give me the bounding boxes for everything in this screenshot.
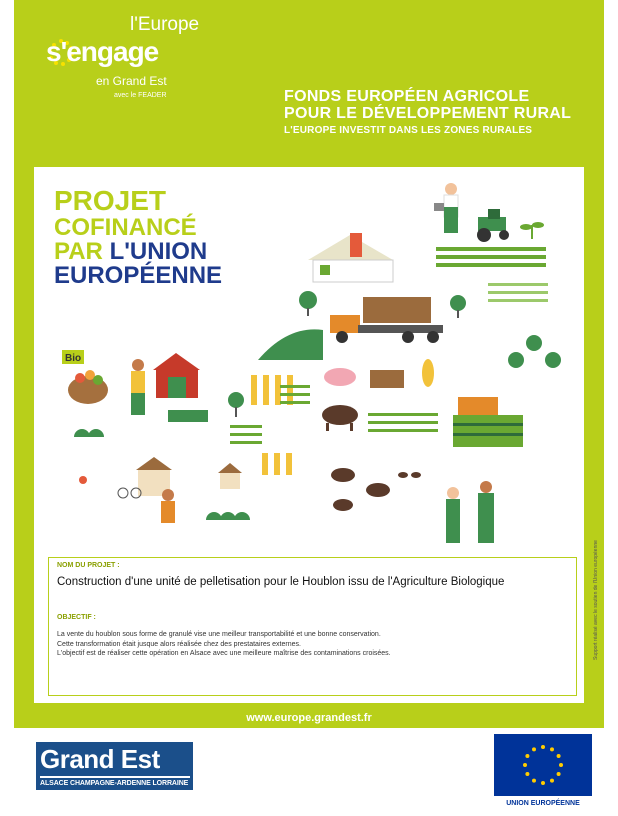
logo-europe-text: l'Europe bbox=[130, 14, 200, 35]
crate-icon bbox=[370, 370, 404, 388]
farmer-top-icon bbox=[434, 183, 458, 233]
village-houses-icon bbox=[136, 457, 242, 496]
farmers-pair-icon bbox=[446, 481, 494, 543]
objective-text bbox=[57, 630, 557, 659]
harvester-icon bbox=[453, 397, 523, 447]
corn-icon bbox=[422, 359, 434, 387]
heading-line-2: POUR LE DÉVELOPPEMENT RURAL bbox=[284, 105, 572, 122]
tractor-icon bbox=[477, 209, 509, 242]
bio-basket-icon bbox=[62, 350, 108, 404]
objective-label: OBJECTIF : bbox=[57, 614, 96, 621]
grand-est-divider bbox=[40, 776, 190, 778]
grand-est-name: Grand Est bbox=[40, 744, 160, 774]
projet-line-1: PROJET bbox=[54, 185, 167, 216]
crop-stripes-icon bbox=[436, 247, 546, 267]
grand-est-regions: ALSACE CHAMPAGNE-ARDENNE LORRAINE bbox=[40, 780, 189, 787]
support-side-note: Support réalisé avec le soutien de l'Union européenne bbox=[593, 540, 599, 660]
barn-icon bbox=[153, 353, 200, 398]
objective-line-2: Cette transformation était jusque alors réalisée chez des prestataires externes. bbox=[57, 640, 301, 648]
fund-heading bbox=[284, 88, 571, 136]
bio-label: Bio bbox=[65, 353, 82, 364]
farmer-woman-icon bbox=[131, 359, 145, 415]
projet-line-3 bbox=[54, 240, 222, 264]
project-name-label: NOM DU PROJET : bbox=[57, 562, 120, 569]
bike-icon bbox=[118, 488, 128, 498]
cofinanced-title bbox=[54, 186, 222, 288]
vegetables-icon bbox=[168, 410, 208, 422]
cow-icon bbox=[322, 405, 358, 431]
projet-line-4: EUROPÉENNE bbox=[54, 262, 223, 289]
projet-line-3a: PAR bbox=[54, 238, 110, 265]
project-name-value: Construction d'une unité de pelletisation pour le Houblon issu de l'Agriculture Biologique bbox=[57, 576, 505, 588]
farmhouse-icon bbox=[308, 233, 393, 282]
heading-subtitle: L'EUROPE INVESTIT DANS LES ZONES RURALES bbox=[284, 125, 533, 136]
project-info-box bbox=[48, 557, 577, 696]
eu-label: UNION EUROPÉENNE bbox=[506, 800, 580, 807]
website-url[interactable]: www.europe.grandest.fr bbox=[246, 712, 372, 724]
logo-feader-text: avec le FEADER bbox=[114, 92, 167, 99]
eu-flag-icon bbox=[494, 734, 592, 796]
objective-line-1: La vente du houblon sous forme de granulé vise une meilleur transportabilité et une bonne conservation. bbox=[57, 631, 381, 638]
logo-region-text: en Grand Est bbox=[96, 74, 167, 88]
projet-line-2: COFINANCÉ bbox=[54, 214, 197, 241]
logo-engage-text: s'engage bbox=[46, 36, 159, 67]
sheep-icon bbox=[331, 468, 421, 511]
heading-line-1: FONDS EUROPÉEN AGRICOLE bbox=[284, 88, 530, 105]
log-truck-icon bbox=[330, 297, 443, 343]
sprout-icon bbox=[520, 222, 544, 239]
projet-line-3b: L'UNION bbox=[109, 238, 208, 265]
grand-est-logo bbox=[34, 740, 195, 792]
balloons-icon bbox=[79, 476, 87, 484]
objective-line-3: L'objectif est de réaliser cette opération en Alsace avec une meilleure maîtrise des contaminations croisées. bbox=[57, 650, 391, 657]
hill-icon bbox=[258, 329, 323, 360]
pig-icon bbox=[324, 368, 356, 386]
girl-icon bbox=[161, 489, 175, 523]
europe-sengage-logo bbox=[40, 14, 200, 104]
